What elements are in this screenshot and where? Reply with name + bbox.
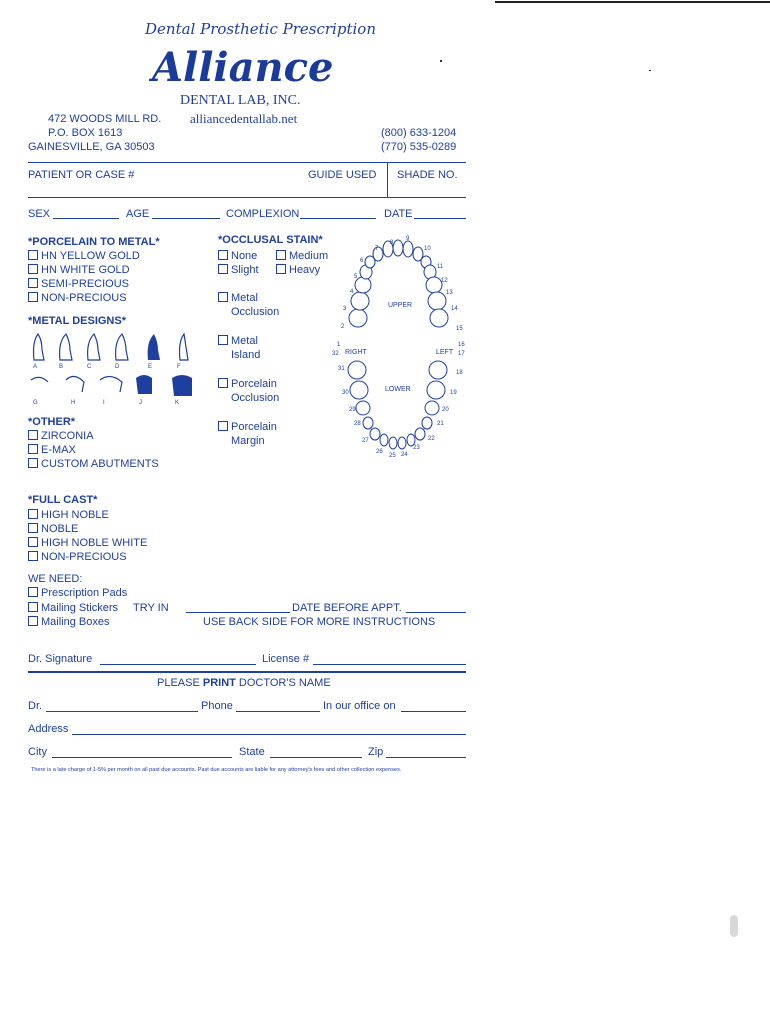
city-field[interactable]	[52, 757, 232, 758]
phone-2: (770) 535-0289	[381, 141, 457, 153]
tooth-number: 24	[401, 452, 408, 458]
scan-speck	[440, 60, 442, 62]
design-label: E	[148, 364, 153, 370]
upper-label: UPPER	[388, 302, 413, 309]
we-need-option[interactable]: Mailing Boxes	[28, 616, 109, 629]
checkbox[interactable]	[276, 264, 286, 274]
city-label: City	[28, 746, 47, 758]
occlusal-title: *OCCLUSAL STAIN*	[218, 234, 323, 246]
full-cast-option[interactable]: HIGH NOBLE	[28, 509, 109, 522]
stain-slight[interactable]: Slight	[218, 264, 259, 277]
phone-label: Phone	[201, 700, 233, 712]
tooth-icon	[355, 277, 371, 293]
other-title: *OTHER*	[28, 416, 76, 428]
metal-island-option[interactable]: Metal	[218, 335, 258, 348]
zip-label: Zip	[368, 746, 384, 758]
tooth-icon	[393, 240, 403, 256]
tooth-icon	[422, 417, 432, 429]
license-label: License #	[262, 653, 310, 665]
tooth-number: 4	[350, 289, 354, 295]
checkbox[interactable]	[28, 551, 38, 561]
stain-heavy[interactable]: Heavy	[276, 264, 320, 277]
address-label: Address	[28, 723, 69, 735]
checkbox[interactable]	[218, 292, 228, 302]
tooth-number: 26	[376, 449, 383, 455]
scan-speck	[649, 70, 651, 71]
design-label: D	[115, 364, 120, 370]
checkbox[interactable]	[28, 264, 38, 274]
tooth-number: 18	[456, 370, 463, 376]
tooth-icon	[403, 241, 413, 257]
porcelain-option[interactable]: NON-PRECIOUS	[28, 292, 127, 305]
we-need-option[interactable]: Mailing Stickers	[28, 602, 118, 615]
design-g-icon	[31, 377, 48, 382]
design-label: B	[59, 364, 64, 370]
porcelain-option[interactable]: HN WHITE GOLD	[28, 264, 130, 277]
porcelain-title: *PORCELAIN TO METAL*	[28, 236, 160, 248]
tooth-number: 8	[390, 240, 394, 246]
dr-label: Dr.	[28, 700, 43, 712]
left-label: LEFT	[436, 349, 454, 356]
print-name-heading: PLEASE PRINT DOCTOR'S NAME	[157, 677, 331, 689]
dr-signature-label: Dr. Signature	[28, 653, 93, 665]
checkbox[interactable]	[218, 335, 228, 345]
design-label: F	[177, 364, 181, 370]
tooth-number: 9	[406, 236, 410, 242]
tooth-icon	[415, 428, 425, 440]
tooth-icon	[389, 437, 397, 449]
tooth-number: 11	[437, 264, 444, 270]
alliance-logo: Alliance	[152, 44, 334, 91]
license-field[interactable]	[313, 664, 466, 665]
design-label: H	[71, 400, 76, 406]
checkbox[interactable]	[218, 421, 228, 431]
tooth-number: 12	[441, 278, 448, 284]
state-label: State	[239, 746, 265, 758]
tooth-icon	[380, 434, 388, 446]
address-line-1: 472 WOODS MILL RD.	[48, 113, 162, 125]
porcelain-option[interactable]: SEMI-PRECIOUS	[28, 278, 129, 291]
checkbox[interactable]	[218, 378, 228, 388]
other-option[interactable]: ZIRCONIA	[28, 430, 94, 443]
tooth-icon	[427, 381, 445, 399]
complexion-label: COMPLEXION	[226, 208, 300, 220]
other-option[interactable]: CUSTOM ABUTMENTS	[28, 458, 159, 471]
design-f-icon	[180, 334, 189, 360]
script-title: Dental Prosthetic Prescription	[145, 20, 376, 38]
porcelain-margin-label: Margin	[231, 435, 265, 447]
tooth-number: 6	[360, 258, 364, 264]
lower-label: LOWER	[385, 386, 411, 393]
tooth-number: 20	[442, 407, 449, 413]
use-back-side-text: USE BACK SIDE FOR MORE INSTRUCTIONS	[203, 616, 436, 628]
shade-label: SHADE NO.	[397, 169, 458, 181]
we-need-title: WE NEED:	[28, 573, 83, 585]
date-before-field[interactable]	[406, 612, 466, 613]
design-c-icon	[88, 334, 100, 360]
phone-1: (800) 633-1204	[381, 127, 457, 139]
checkbox[interactable]	[276, 250, 286, 260]
full-cast-option[interactable]: NOBLE	[28, 523, 78, 536]
scan-mark	[730, 915, 738, 937]
tooth-icon	[351, 292, 369, 310]
design-b-icon	[60, 334, 72, 360]
full-cast-option[interactable]: NON-PRECIOUS	[28, 551, 127, 564]
phone-field[interactable]	[236, 711, 320, 712]
tooth-number: 19	[450, 390, 457, 396]
company-name: DENTAL LAB, INC.	[180, 93, 301, 108]
divider	[28, 162, 466, 163]
design-label: I	[103, 400, 105, 406]
sex-label: SEX	[28, 208, 51, 220]
address-line-2: P.O. BOX 1613	[48, 127, 123, 139]
checkbox[interactable]	[28, 430, 38, 440]
checkbox[interactable]	[28, 458, 38, 468]
tooth-number: 30	[342, 390, 349, 396]
zip-field[interactable]	[386, 757, 466, 758]
design-h-icon	[66, 376, 84, 392]
late-charge-note: There is a late charge of 1-5% per month on all past due accounts. Past due accounts are liable for any attorney's fees and other collection expenses.	[31, 767, 402, 773]
metal-occlusion-option[interactable]: Metal	[218, 292, 258, 305]
tooth-number: 2	[341, 324, 345, 330]
checkbox[interactable]	[28, 509, 38, 519]
design-k-icon	[172, 375, 192, 396]
tooth-number: 16	[458, 342, 465, 348]
tooth-icon	[429, 361, 447, 379]
we-need-option[interactable]: Prescription Pads	[28, 587, 127, 600]
tooth-icon	[426, 277, 442, 293]
patient-label: PATIENT OR CASE #	[28, 169, 135, 181]
design-label: C	[87, 364, 92, 370]
tooth-number: 28	[354, 421, 361, 427]
tooth-number: 3	[343, 306, 347, 312]
tooth-number: 15	[456, 326, 463, 332]
tooth-icon	[350, 381, 368, 399]
design-label: K	[175, 400, 180, 406]
tooth-icon	[370, 428, 380, 440]
age-label: AGE	[126, 208, 150, 220]
tooth-chart	[330, 230, 470, 460]
tooth-number: 7	[375, 246, 379, 252]
design-a-icon	[34, 334, 45, 360]
stain-none[interactable]: None	[218, 250, 257, 263]
stain-medium[interactable]: Medium	[276, 250, 328, 263]
right-label: RIGHT	[345, 349, 367, 356]
checkbox[interactable]	[28, 537, 38, 547]
design-label: J	[139, 400, 142, 406]
tooth-icon	[349, 309, 367, 327]
tooth-number: 32	[332, 351, 339, 357]
checkbox[interactable]	[28, 616, 38, 626]
top-edge	[495, 1, 770, 3]
tooth-number: 21	[437, 421, 444, 427]
design-label: G	[33, 400, 38, 406]
state-field[interactable]	[270, 757, 362, 758]
tooth-icon	[425, 401, 439, 415]
metal-occlusion-label: Occlusion	[231, 306, 280, 318]
tooth-number: 29	[349, 407, 356, 413]
try-in-field[interactable]	[186, 612, 290, 613]
porcelain-occlusion-option[interactable]: Porcelain	[218, 378, 277, 391]
tooth-icon	[428, 292, 446, 310]
tooth-icon	[348, 361, 366, 379]
design-i-icon	[100, 376, 122, 392]
tooth-number: 23	[413, 445, 420, 451]
porcelain-occlusion-label: Occlusion	[231, 392, 280, 404]
signature-field[interactable]	[100, 664, 256, 665]
complexion-field[interactable]	[300, 218, 376, 219]
checkbox[interactable]	[218, 250, 228, 260]
design-label: A	[33, 364, 38, 370]
tooth-number: 27	[362, 438, 369, 444]
office-label: In our office on	[323, 700, 396, 712]
metal-designs-title: *METAL DESIGNS*	[28, 315, 126, 327]
checkbox[interactable]	[28, 292, 38, 302]
design-j-icon	[136, 375, 152, 394]
tooth-number: 5	[354, 274, 358, 280]
address-field[interactable]	[72, 734, 466, 735]
metal-island-label: Island	[231, 349, 261, 361]
tooth-number: 17	[458, 351, 465, 357]
doctor-name-field[interactable]	[46, 711, 198, 712]
checkbox[interactable]	[28, 602, 38, 612]
tooth-number: 25	[389, 453, 396, 459]
design-d-icon	[116, 334, 128, 360]
tooth-number: 14	[451, 306, 458, 312]
tooth-number: 31	[338, 366, 345, 372]
guide-label: GUIDE USED	[308, 169, 377, 181]
address-line-3: GAINESVILLE, GA 30503	[28, 141, 155, 153]
full-cast-option[interactable]: HIGH NOBLE WHITE	[28, 537, 147, 550]
tooth-icon	[356, 401, 370, 415]
date-before-label: DATE BEFORE APPT.	[292, 602, 402, 614]
website: alliancedentallab.net	[190, 111, 298, 126]
tooth-icon	[398, 437, 406, 449]
divider	[387, 162, 388, 198]
date-label: DATE	[384, 208, 413, 220]
tooth-number: 22	[428, 436, 435, 442]
tooth-icon	[363, 417, 373, 429]
checkbox[interactable]	[28, 444, 38, 454]
age-field[interactable]	[152, 218, 220, 219]
checkbox[interactable]	[28, 250, 38, 260]
tooth-number: 13	[446, 290, 453, 296]
divider	[28, 671, 466, 673]
checkbox[interactable]	[28, 278, 38, 288]
office-field[interactable]	[401, 711, 466, 712]
checkbox[interactable]	[28, 587, 38, 597]
design-e-icon	[148, 334, 160, 360]
patient-field[interactable]	[28, 197, 466, 198]
checkbox[interactable]	[28, 523, 38, 533]
tooth-icon	[430, 309, 448, 327]
sex-field[interactable]	[53, 218, 119, 219]
date-field[interactable]	[414, 218, 466, 219]
checkbox[interactable]	[218, 264, 228, 274]
metal-design-icons	[26, 330, 196, 410]
tooth-number: 1	[337, 342, 341, 348]
porcelain-margin-option[interactable]: Porcelain	[218, 421, 277, 434]
try-in-label: TRY IN	[133, 602, 169, 614]
tooth-number: 10	[424, 246, 431, 252]
other-option[interactable]: E-MAX	[28, 444, 76, 457]
porcelain-option[interactable]: HN YELLOW GOLD	[28, 250, 140, 263]
full-cast-title: *FULL CAST*	[28, 494, 98, 506]
